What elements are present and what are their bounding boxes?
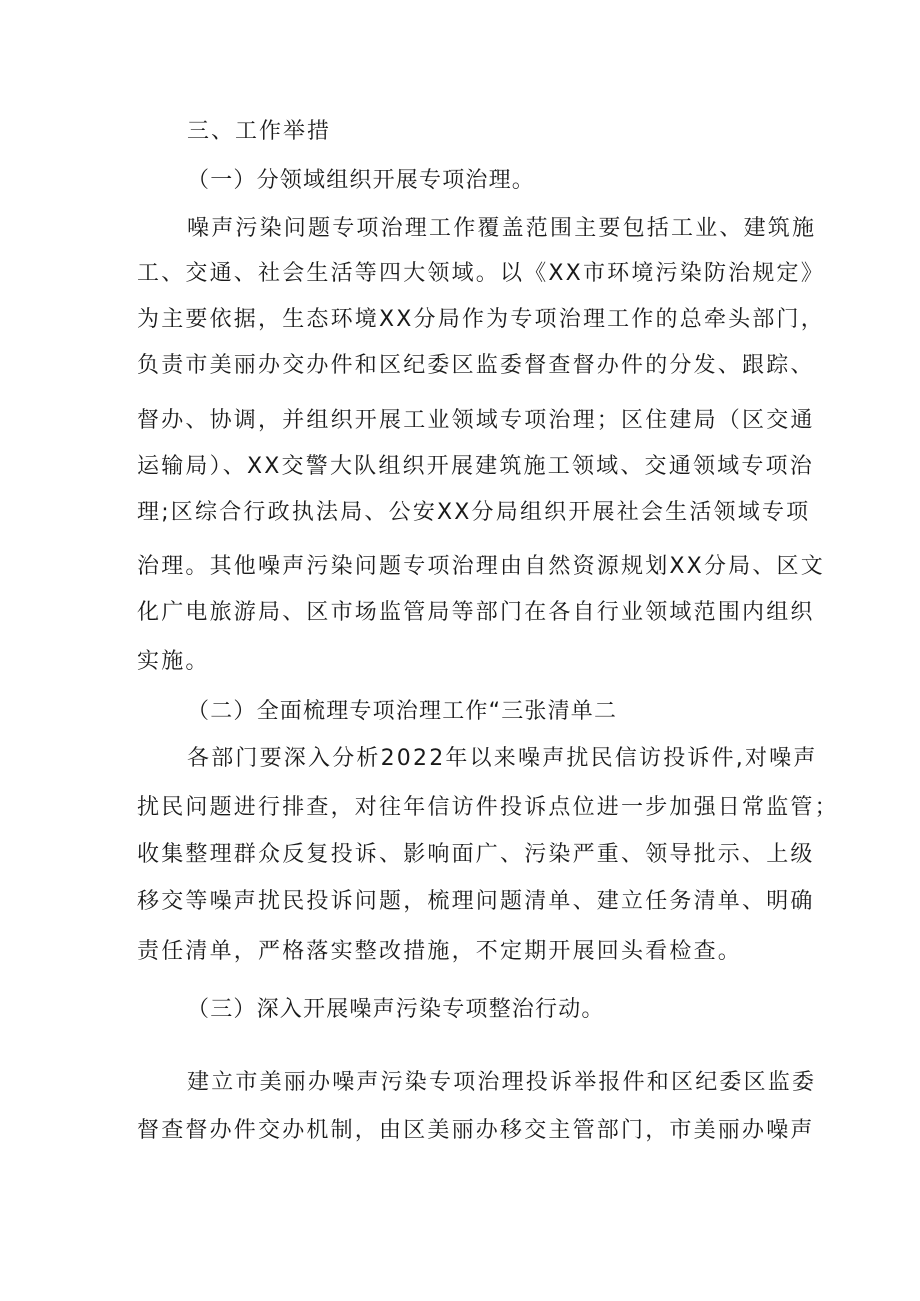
paragraph-line: 收集整理群众反复投诉、影响面广、污染严重、领导批示、上级 [137,842,815,867]
paragraph-line: 扰民问题进行排查，对往年信访件投诉点位进一步加强日常监管； [137,795,839,820]
paragraph-line: 责任清单，严格落实整改措施，不定期开展回头看检查。 [137,939,743,964]
paragraph-line: 运输局）、XX交警大队组织开展建筑施工领域、交通领域专项治 [137,454,814,479]
subsection-heading-2: （二）全面梳理专项治理工作“三张清单二 [187,699,618,724]
paragraph-line: 建立市美丽办噪声污染专项治理投诉举报件和区纪委区监委 [187,1070,817,1095]
paragraph-line: 治理。其他噪声污染问题专项治理由自然资源规划XX分局、区文 [137,554,825,579]
paragraph-line: 噪声污染问题专项治理工作覆盖范围主要包括工业、建筑施 [187,216,817,241]
paragraph-line: 督办、协调，并组织开展工业领域专项治理；区住建局（区交通 [137,408,815,433]
paragraph-line: 移交等噪声扰民投诉问题，梳理问题清单、建立任务清单、明确 [137,889,815,914]
paragraph-line: 实施。 [137,649,210,674]
subsection-heading-3: （三）深入开展噪声污染专项整治行动。 [187,997,605,1022]
paragraph-line: 化广电旅游局、区市场监管局等部门在各自行业领域范围内组织 [137,600,815,625]
paragraph-line: 各部门要深入分析2022年以来噪声扰民信访投诉件,对噪声 [187,746,818,771]
paragraph-line: 督查督办件交办机制，由区美丽办移交主管部门，市美丽办噪声 [137,1118,815,1143]
paragraph-line: 负责市美丽办交办件和区纪委区监委督查督办件的分发、跟踪、 [137,353,815,378]
paragraph-line: 工、交通、社会生活等四大领域。以《XX市环境污染防治规定》 [137,261,825,286]
subsection-heading-1: （一）分领域组织开展专项治理。 [187,168,536,193]
section-heading: 三、工作举措 [187,119,332,144]
paragraph-line: 理;区综合行政执法局、公安XX分局组织开展社会生活领域专项 [137,500,811,525]
paragraph-line: 为主要依据，生态环境XX分局作为专项治理工作的总牵头部门， [137,307,825,332]
